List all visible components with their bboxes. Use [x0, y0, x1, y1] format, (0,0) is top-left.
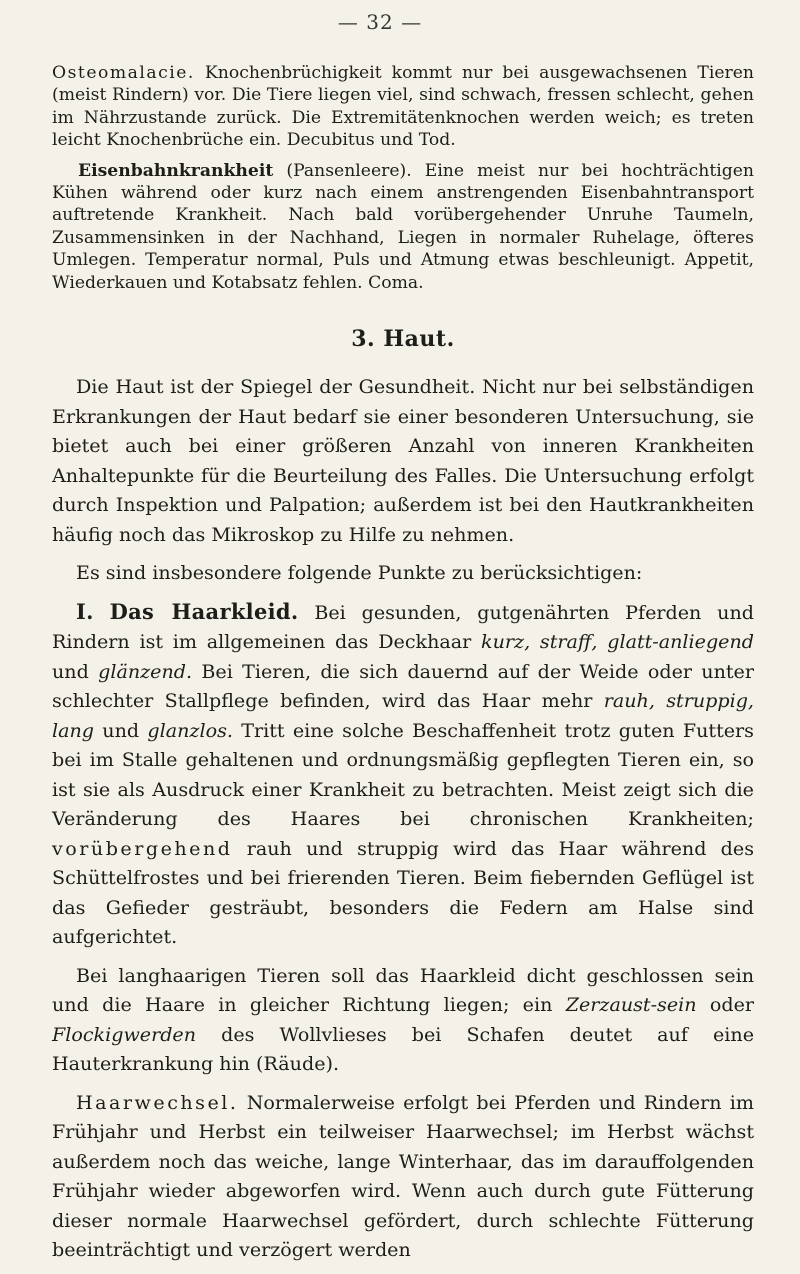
- term-haarwechsel: Haarwechsel.: [76, 1090, 239, 1114]
- paragraph-osteomalacie: [52, 62, 754, 152]
- section-haut: [52, 372, 754, 1265]
- section-heading: 3. Haut.: [351, 326, 455, 353]
- paragraph-intro: Die Haut ist der Spiegel der Gesundheit. Nicht nur bei selbständigen Erkrankungen der Haut bedarf sie einer besonderen Untersuchung, sie bietet auch bei einer größeren Anzahl von inneren Krankheiten Anhaltepunkte für die Beurteilung des Falles. Die Untersuchung erfolgt durch Inspektion und Palpation; außerdem ist bei den Hautkrankheiten häufig noch das Mikroskop zu Hilfe zu nehmen.: [52, 375, 754, 546]
- text-osteomalacie: Knochenbrüchigkeit kommt nur bei ausgewachsenen Tieren (meist Rindern) vor. Die Tiere liegen viel, sind schwach, fressen schlecht, gehen im Nährzustande zurück. Die Extremitätenknochen werden weich; es treten leicht Knochenbrüche ein. Decubitus und Tod.: [52, 63, 754, 151]
- paragraph-langhaarig: Bei langhaarigen Tieren soll das Haarkleid dicht geschlossen sein und die Haare in gleicher Richtung liegen; ein Zerzaust-sein oder Flockigwerden des Wollvlieses bei Schafen deutet auf eine Hauterkrankung hin (Räude).: [52, 963, 754, 1076]
- page-number: — 32 —: [337, 10, 423, 34]
- page-body: [52, 62, 754, 1274]
- paragraph-points: Es sind insbesondere folgende Punkte zu berücksichtigen:: [76, 561, 643, 585]
- term-eisenbahnkrankheit: Eisenbahnkrankheit: [78, 160, 274, 181]
- item-heading: Das Haarkleid.: [109, 598, 299, 624]
- paragraph-haarkleid: I. Das Haarkleid. Bei gesunden, gutgenährten Pferden und Rindern ist im allgemeinen das Deckhaar kurz, straff, glatt-anliegend und glänzend. Bei Tieren, die sich dauernd auf der Weide oder unter schlechter Stallpflege befinden, wird das Haar mehr rauh, struppig, lang und glanzlos. Tritt eine solche Beschaffenheit trotz guten Futters bei im Stalle gehaltenen und ordnungsmäßig gepflegten Tieren ein, so ist sie als Ausdruck einer Krankheit zu betrachten. Meist zeigt sich die Veränderung des Haares bei chronischen Krankheiten; vorübergehend rauh und struppig wird das Haar während des Schüttelfrostes und bei frierenden Tieren. Beim fiebernden Geflügel ist das Gefieder gesträubt, besonders die Federn am Halse sind aufgerichtet.: [52, 598, 754, 949]
- text-eisenbahnkrankheit: (Pansenleere). Eine meist nur bei hochträchtigen Kühen während oder kurz nach einem anstrengenden Eisenbahntransport auftretende Krankheit. Nach bald vorübergehender Unruhe Taumeln, Zusammensinken in der Nachhand, Liegen in normaler Ruhelage, öfteres Umlegen. Temperatur normal, Puls und Atmung etwas beschleunigt. Appetit, Wiederkauen und Kotabsatz fehlen. Coma.: [52, 160, 754, 293]
- paragraph-eisenbahnkrankheit: [52, 160, 754, 294]
- item-number: I.: [76, 598, 94, 624]
- section-previous: [52, 62, 754, 294]
- paragraph-haarwechsel: Haarwechsel. Normalerweise erfolgt bei Pferden und Rindern im Frühjahr und Herbst ein teilweiser Haarwechsel; im Herbst wächst außerdem noch das weiche, lange Winterhaar, das im darauffolgenden Frühjahr wieder abgeworfen wird. Wenn auch durch gute Fütterung dieser normale Haarwechsel gefördert, durch schlechte Fütterung beeinträchtigt und verzögert werden: [52, 1090, 754, 1262]
- term-osteomalacie: Osteomalacie.: [52, 63, 195, 83]
